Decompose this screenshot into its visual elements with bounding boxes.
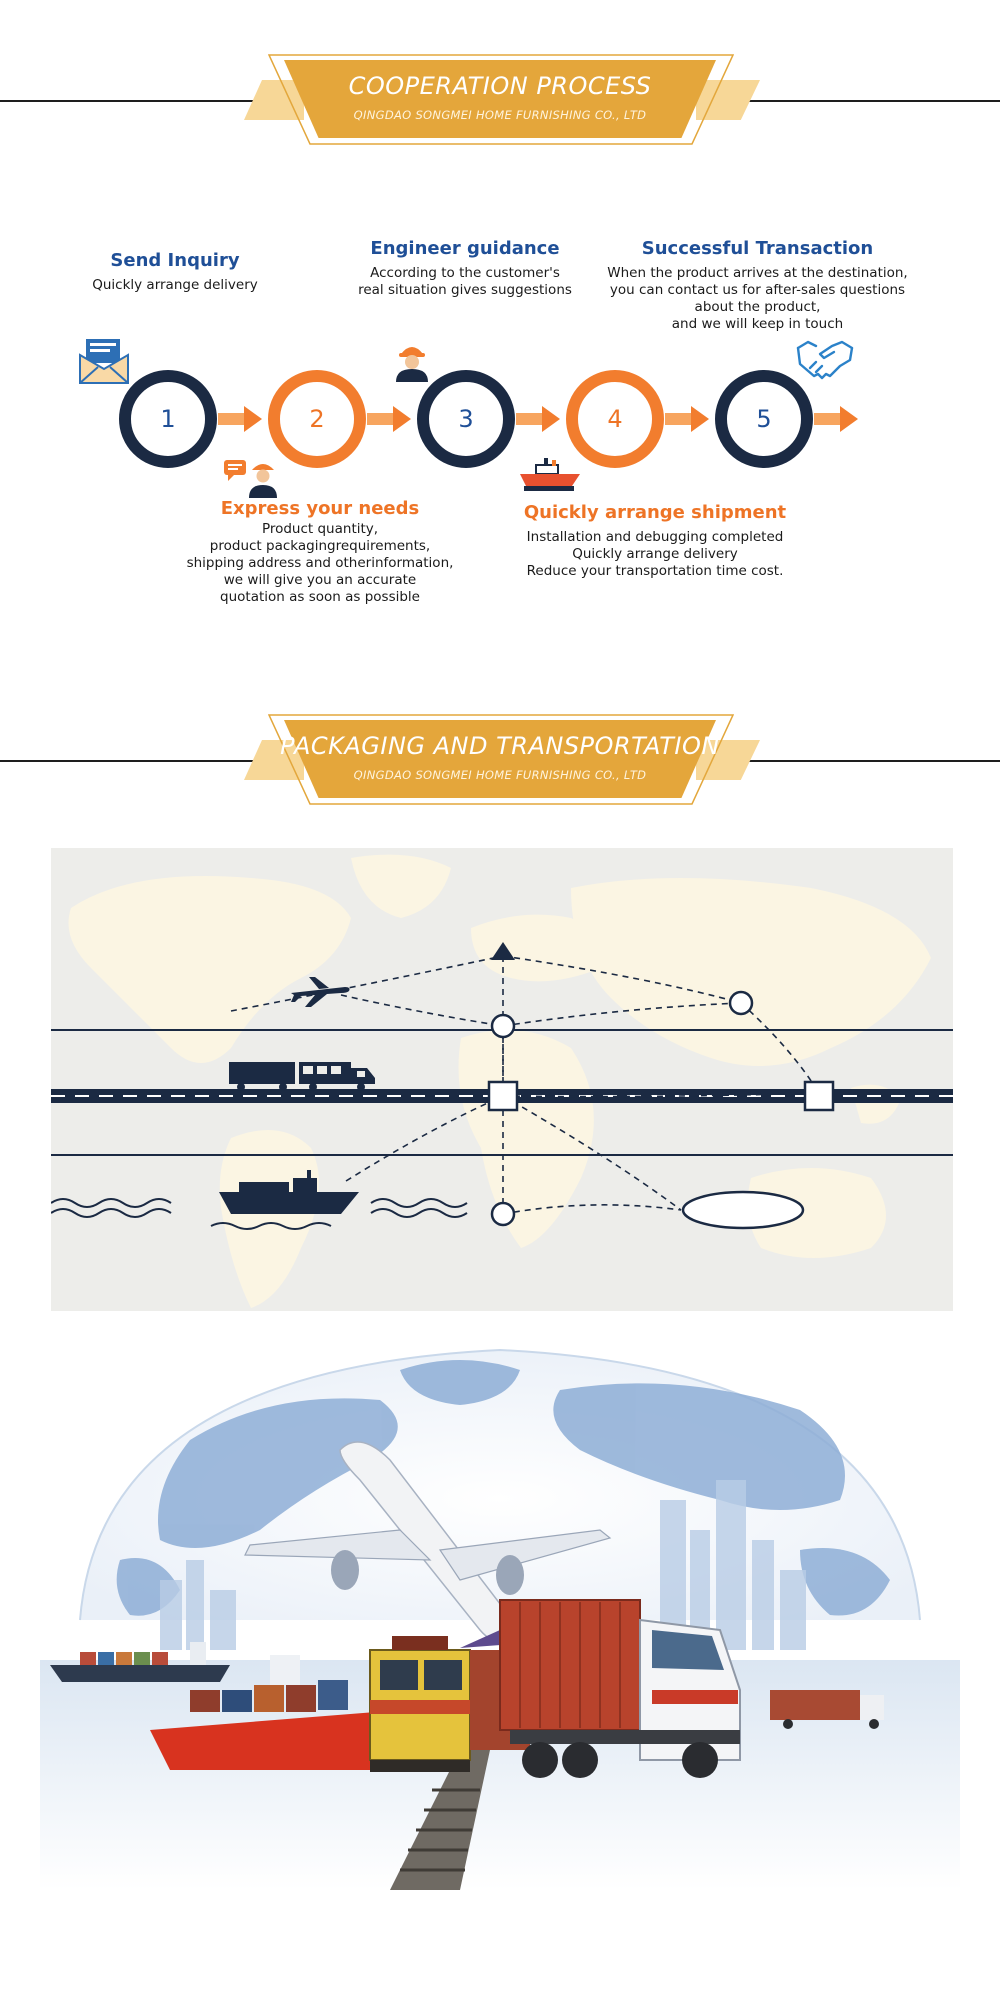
step-5-text <box>605 238 910 333</box>
truck-icon <box>229 1060 377 1092</box>
logistics-route-map <box>51 848 953 1311</box>
step-number: 3 <box>458 405 474 433</box>
section-title: COOPERATION PROCESS <box>348 72 652 100</box>
section-title: PACKAGING AND TRANSPORTATION <box>280 732 720 760</box>
step-description: According to the customer's real situation gives suggestions <box>358 265 572 298</box>
envelope-icon <box>78 335 130 387</box>
divider-line <box>730 100 1000 102</box>
divider-line <box>730 760 1000 762</box>
step-number: 5 <box>756 405 772 433</box>
global-transport-image <box>40 1330 960 1890</box>
section-subtitle: QINGDAO SONGMEI HOME FURNISHING CO., LTD <box>353 108 647 122</box>
step-5-ring <box>715 370 813 468</box>
step-description: Quickly arrange delivery <box>92 277 258 293</box>
step-3-text <box>330 238 600 299</box>
divider-line <box>0 760 270 762</box>
logistics-transport-illustration <box>40 1330 960 1890</box>
step-title: Send Inquiry <box>110 250 240 271</box>
step-4-ring <box>566 370 664 468</box>
engineer-icon <box>390 338 434 382</box>
step-number: 2 <box>309 405 325 433</box>
step-title: Express your needs <box>220 498 420 519</box>
arrow-right-icon <box>218 406 262 432</box>
step-title: Engineer guidance <box>370 238 560 259</box>
arrow-right-icon <box>516 406 560 432</box>
step-title: Quickly arrange shipment <box>523 502 787 523</box>
section-subtitle: QINGDAO SONGMEI HOME FURNISHING CO., LTD <box>353 768 647 782</box>
step-title: Successful Transaction <box>641 238 874 259</box>
step-description: Installation and debugging completed Quickly arrange delivery Reduce your transportation time cost. <box>526 529 784 579</box>
arrow-right-icon <box>665 406 709 432</box>
divider-line <box>0 100 270 102</box>
step-description: Product quantity, product packagingrequirements, shipping address and otherinformation, we will give you an accurate quotation as soon as possible <box>186 521 454 605</box>
step-3-ring <box>417 370 515 468</box>
customer-service-icon <box>222 456 282 498</box>
step-number: 4 <box>607 405 623 433</box>
arrow-right-icon <box>814 406 858 432</box>
cargo-ship-icon <box>219 1168 359 1218</box>
arrow-right-icon <box>367 406 411 432</box>
airplane-icon <box>289 973 351 1009</box>
step-description: When the product arrives at the destination, you can contact us for after-sales questions about the product, and we will keep in touch <box>607 265 908 332</box>
step-1-ring <box>119 370 217 468</box>
cooperation-process-flow <box>0 220 1000 620</box>
step-2-ring <box>268 370 366 468</box>
ship-icon <box>518 456 582 496</box>
world-map-illustration <box>51 848 953 1311</box>
section-banner-packaging <box>0 710 1000 810</box>
step-number: 1 <box>160 405 176 433</box>
section-banner-cooperation <box>0 50 1000 150</box>
handshake-icon <box>796 338 854 382</box>
step-4-text <box>500 502 810 580</box>
step-2-text <box>140 498 500 606</box>
step-1-text <box>70 250 280 294</box>
